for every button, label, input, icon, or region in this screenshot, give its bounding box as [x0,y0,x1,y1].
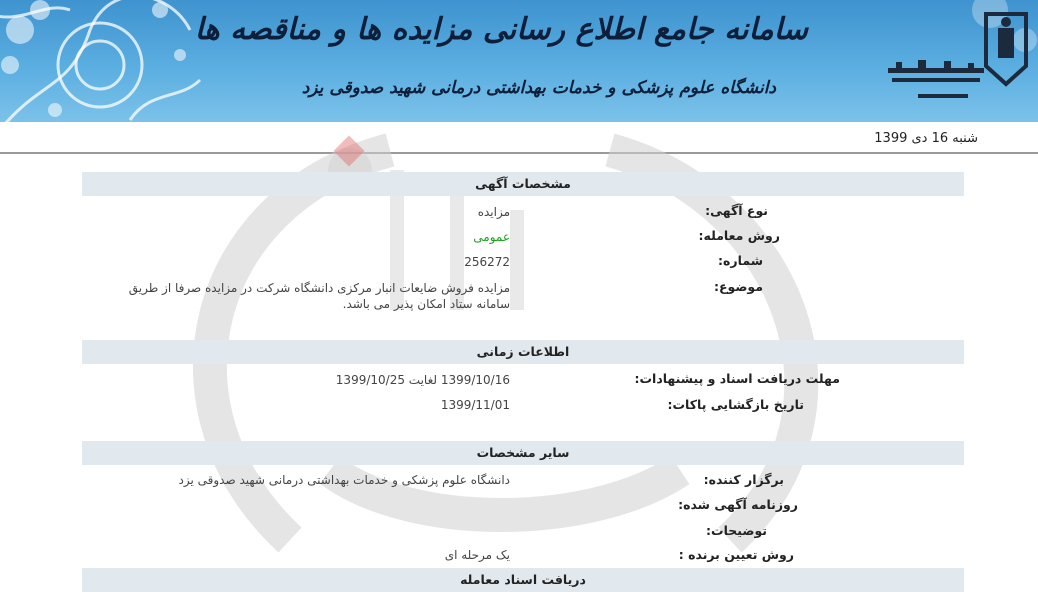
organizer-value: دانشگاه علوم پزشکی و خدمات بهداشتی درمانی شهید صدوقی یزد [178,473,510,487]
deal-method-value: عمومی [473,230,510,244]
notes-label: توضیحات: [706,523,767,538]
subject-label: موضوع: [713,279,763,294]
date-strip [0,122,1038,154]
section-ad-details: مشخصات آگهی [82,172,964,196]
current-date: شنبه 16 دی 1399 [874,131,978,146]
number-label: شماره: [718,253,763,268]
ad-type-label: نوع آگهی: [705,203,768,218]
section-documents[interactable]: دریافت اسناد معامله [82,568,964,592]
opening-date-label: تاریخ بازگشایی پاکات: [667,397,804,412]
section-time-info: اطلاعات زمانی [82,340,964,364]
header-banner [0,0,1038,122]
opening-date-value: 1399/11/01 [440,398,510,412]
site-title: سامانه جامع اطلاع رسانی مزایده ها و مناقصه ها [194,12,808,47]
floral-ornament-icon [0,0,210,122]
deadline-value: 1399/10/16 لغایت 1399/10/25 [335,373,510,387]
organizer-label: برگزار کننده: [703,472,784,487]
deadline-label: مهلت دریافت اسناد و پیشنهادات: [634,371,840,386]
university-emblem-icon[interactable] [878,6,1033,118]
winner-method-value: یک مرحله ای [444,548,510,562]
winner-method-label: روش تعیین برنده : [678,547,794,562]
deal-method-label: روش معامله: [698,228,780,243]
section-other-details: سایر مشخصات [82,441,964,465]
number-value: 256272 [464,255,510,269]
ad-type-value: مزایده [477,205,510,219]
subject-value: مزایده فروش ضایعات انبار مرکزی دانشگاه شرکت در مزایده صرفا از طریق سامانه ستاد امکان پذیر می باشد. [128,281,510,311]
newspaper-label: روزنامه آگهی شده: [678,497,798,512]
university-subtitle: دانشگاه علوم پزشکی و خدمات بهداشتی درمانی شهید صدوقی یزد [301,78,776,98]
